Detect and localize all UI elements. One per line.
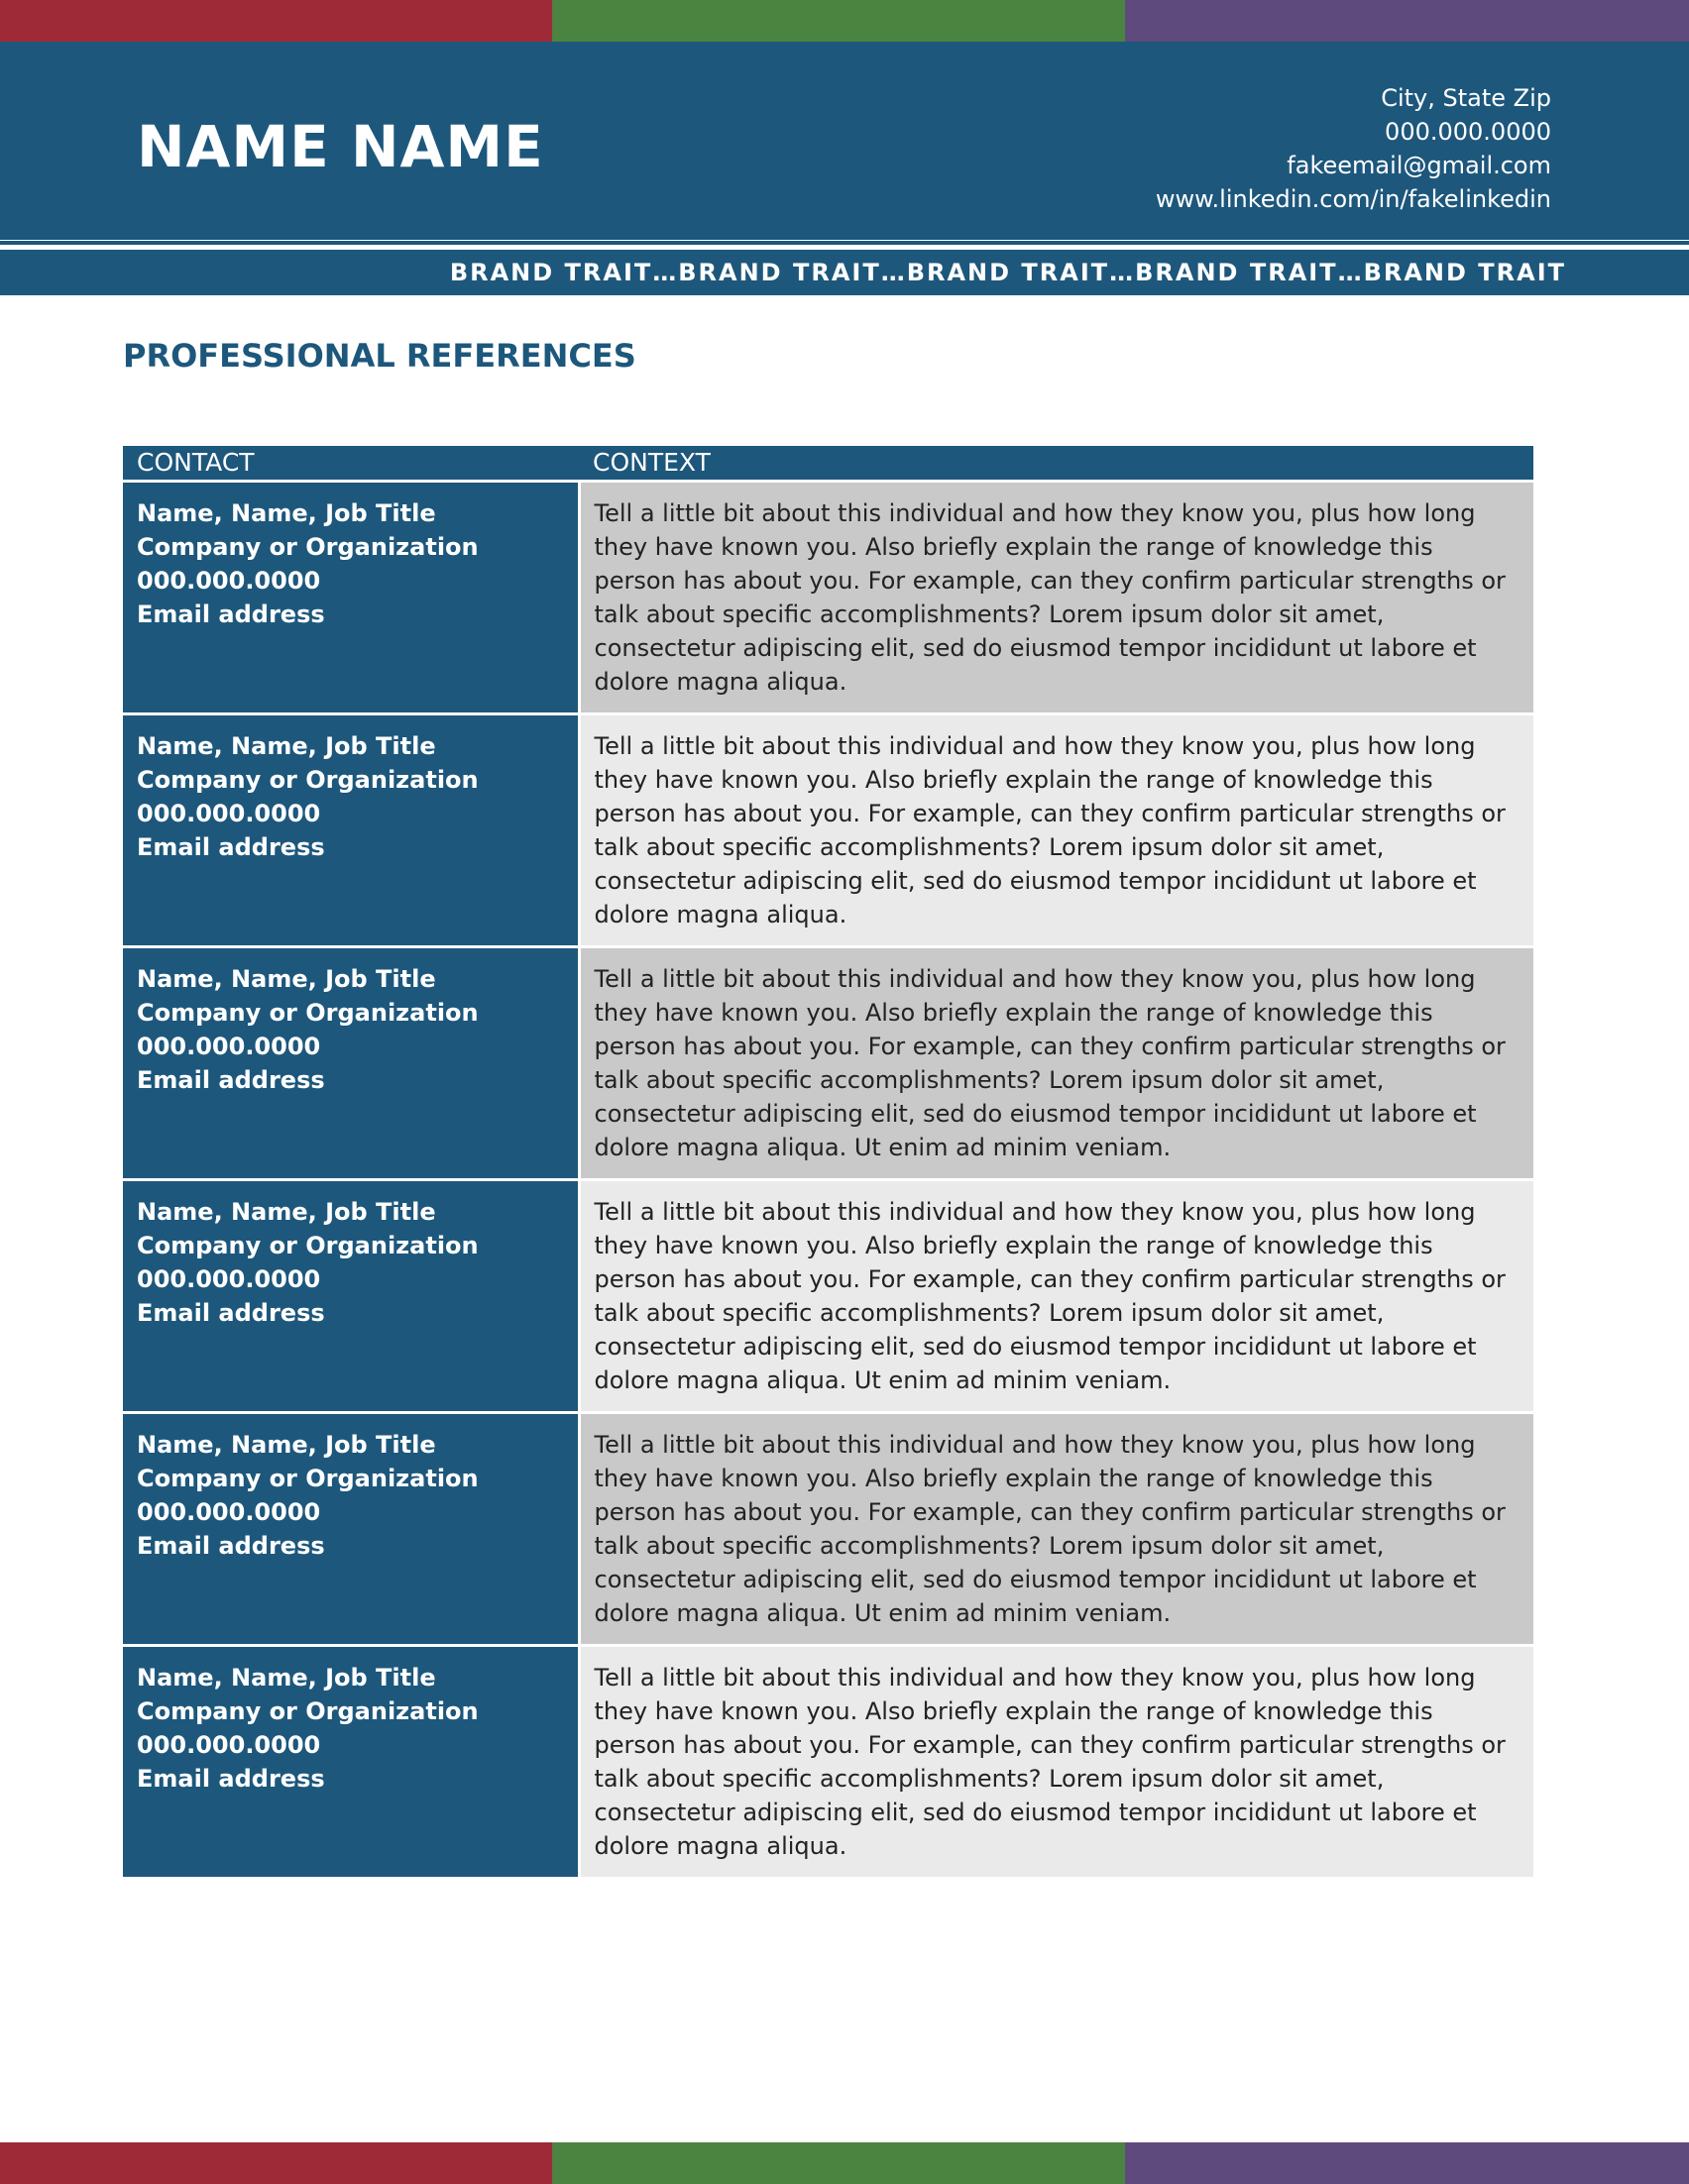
table-row	[123, 946, 1533, 1179]
ref-email: Email address	[137, 1764, 325, 1793]
contact-linkedin: www.linkedin.com/in/fakelinkedin	[1155, 185, 1551, 213]
header-context: CONTEXT	[579, 446, 1533, 481]
ref-phone: 000.000.0000	[137, 799, 321, 827]
ref-phone: 000.000.0000	[137, 1032, 321, 1060]
context-cell: Tell a little bit about this individual and how they know you, plus how long they have known you. Also briefly explain the range of knowledge this person has about you. For example, can they confirm particular strengths or talk about specific accomplishments? Lorem ipsum dolor sit amet, consectetur adipiscing elit, sed do eiusmod tempor incididunt ut labore et dolore magna aliqua. Ut enim ad minim veniam.	[579, 946, 1533, 1179]
header-divider	[0, 241, 1689, 245]
contact-cell	[123, 481, 579, 713]
contact-cell	[123, 1179, 579, 1412]
context-cell: Tell a little bit about this individual and how they know you, plus how long they have known you. Also briefly explain the range of knowledge this person has about you. For example, can they confirm particular strengths or talk about specific accomplishments? Lorem ipsum dolor sit amet, consectetur adipiscing elit, sed do eiusmod tempor incididunt ut labore et dolore magna aliqua. Ut enim ad minim veniam.	[579, 1412, 1533, 1645]
section-title: PROFESSIONAL REFERENCES	[123, 337, 636, 375]
stripe-red	[0, 2142, 552, 2184]
ref-phone: 000.000.0000	[137, 1264, 321, 1293]
ref-company: Company or Organization	[137, 765, 479, 794]
ref-name: Name, Name, Job Title	[137, 1430, 436, 1459]
ref-phone: 000.000.0000	[137, 1497, 321, 1526]
context-cell: Tell a little bit about this individual and how they know you, plus how long they have known you. Also briefly explain the range of knowledge this person has about you. For example, can they confirm particular strengths or talk about specific accomplishments? Lorem ipsum dolor sit amet, consectetur adipiscing elit, sed do eiusmod tempor incididunt ut labore et dolore magna aliqua. Ut enim ad minim veniam.	[579, 1179, 1533, 1412]
candidate-name: NAME NAME	[137, 113, 544, 180]
ref-phone: 000.000.0000	[137, 1730, 321, 1759]
brand-traits-bar: BRAND TRAIT…BRAND TRAIT…BRAND TRAIT…BRAND TRAIT…BRAND TRAIT	[0, 250, 1689, 295]
contact-cell	[123, 946, 579, 1179]
stripe-purple	[1125, 0, 1689, 42]
context-cell: Tell a little bit about this individual and how they know you, plus how long they have known you. Also briefly explain the range of knowledge this person has about you. For example, can they confirm particular strengths or talk about specific accomplishments? Lorem ipsum dolor sit amet, consectetur adipiscing elit, sed do eiusmod tempor incididunt ut labore et dolore magna aliqua.	[579, 481, 1533, 713]
table-row	[123, 1412, 1533, 1645]
ref-name: Name, Name, Job Title	[137, 964, 436, 993]
contact-phone: 000.000.0000	[1385, 118, 1551, 146]
contact-city: City, State Zip	[1381, 84, 1551, 112]
header-contact: CONTACT	[123, 446, 579, 481]
table-row	[123, 1645, 1533, 1877]
contact-email: fakeemail@gmail.com	[1287, 152, 1551, 179]
table-row	[123, 1179, 1533, 1412]
table-header-row	[123, 446, 1533, 481]
ref-phone: 000.000.0000	[137, 566, 321, 595]
top-color-stripe	[0, 0, 1689, 42]
ref-email: Email address	[137, 1065, 325, 1094]
ref-company: Company or Organization	[137, 1231, 479, 1259]
ref-company: Company or Organization	[137, 998, 479, 1027]
ref-company: Company or Organization	[137, 1696, 479, 1725]
ref-name: Name, Name, Job Title	[137, 498, 436, 527]
contact-cell	[123, 1412, 579, 1645]
ref-name: Name, Name, Job Title	[137, 1663, 436, 1692]
stripe-purple	[1125, 2142, 1689, 2184]
contact-cell	[123, 713, 579, 946]
context-cell: Tell a little bit about this individual and how they know you, plus how long they have known you. Also briefly explain the range of knowledge this person has about you. For example, can they confirm particular strengths or talk about specific accomplishments? Lorem ipsum dolor sit amet, consectetur adipiscing elit, sed do eiusmod tempor incididunt ut labore et dolore magna aliqua.	[579, 713, 1533, 946]
ref-company: Company or Organization	[137, 1464, 479, 1492]
ref-email: Email address	[137, 600, 325, 628]
ref-name: Name, Name, Job Title	[137, 731, 436, 760]
stripe-green	[552, 2142, 1125, 2184]
ref-name: Name, Name, Job Title	[137, 1197, 436, 1226]
context-cell: Tell a little bit about this individual and how they know you, plus how long they have known you. Also briefly explain the range of knowledge this person has about you. For example, can they confirm particular strengths or talk about specific accomplishments? Lorem ipsum dolor sit amet, consectetur adipiscing elit, sed do eiusmod tempor incididunt ut labore et dolore magna aliqua.	[579, 1645, 1533, 1877]
contact-cell	[123, 1645, 579, 1877]
table-row	[123, 713, 1533, 946]
stripe-red	[0, 0, 552, 42]
ref-email: Email address	[137, 1298, 325, 1327]
stripe-green	[552, 0, 1125, 42]
ref-company: Company or Organization	[137, 532, 479, 561]
contact-block	[1156, 81, 1551, 216]
references-table	[123, 446, 1533, 1877]
table-row	[123, 481, 1533, 713]
header-banner	[0, 42, 1689, 240]
ref-email: Email address	[137, 1531, 325, 1560]
ref-email: Email address	[137, 832, 325, 861]
bottom-color-stripe	[0, 2142, 1689, 2184]
